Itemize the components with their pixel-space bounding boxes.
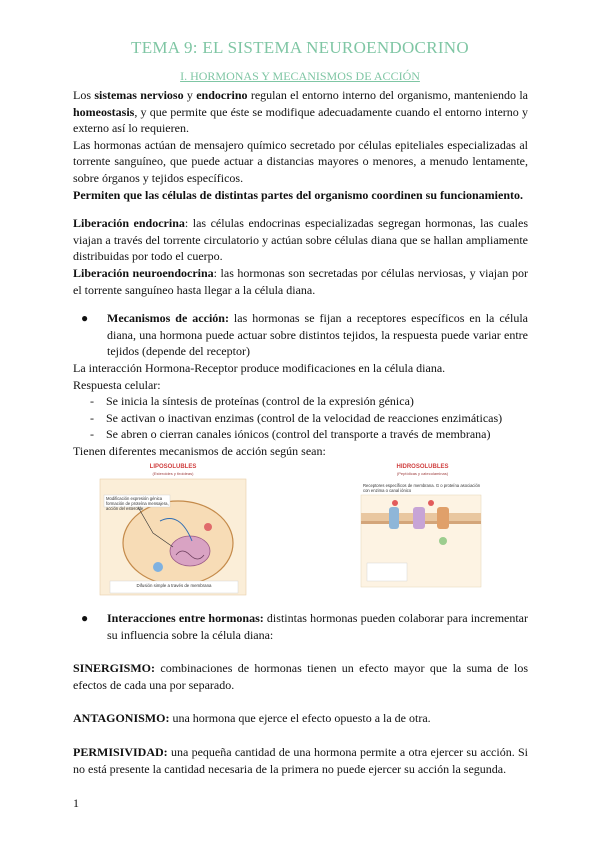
lower-text [73,610,528,777]
bullet-mechanisms: ● Mecanismos de acción: las hormonas se fijan a receptores específicos en la célula diana, una hormona puede actuar sobre distintos tejidos, la respuesta puede variar entre tejidos (depende del receptor) [73,310,528,360]
paragraph-synergism: SINERGISMO: combinaciones de hormonas tienen un efecto mayor que la suma de los efectos de cada una por separado. [73,661,528,692]
paragraph-endocrine-release: Liberación endocrina: las células endocrinas especializadas segregan hormonas, las cuales viajan a través del torrente circulatorio y actúan sobre células diana que se hallan ampliamente distribuidas por todo el cuerpo. [73,216,528,264]
figures-row [0,463,600,598]
dash-item: - Se inicia la síntesis de proteínas (control de la expresión génica) [90,394,414,409]
bullet-icon: ● [81,311,89,326]
hydrosoluble-title: HIDROSOLUBLES [396,464,449,470]
paragraph-interaction: La interacción Hormona-Receptor produce modificaciones en la célula diana. [73,360,446,375]
liposoluble-diagram: LIPOSOLUBLES (Esteroides y tiroideas) Modificación expresión génica formación de proteína mensajera, acción del esteroide Difusión simple a través de membrana [98,463,248,598]
upper-text [73,87,528,459]
dash-item: - Se activan o inactivan enzimas (control de la velocidad de reacciones enzimáticas) [90,410,503,425]
paragraph-mechanisms-types: Tienen diferentes mecanismos de acción según sean: [73,443,326,458]
bullet-interactions: ● Interacciones entre hormonas: distintas hormonas pueden colaborar para incrementar su influencia sobre la célula diana: [73,610,528,643]
paragraph-coordination: Permiten que las células de distintas partes del organismo coordinen su funcionamiento. [73,187,524,202]
section-heading: I. HORMONAS Y MECANISMOS DE ACCIÓN [180,69,420,83]
bullet-icon: ● [81,611,89,625]
paragraph-neuroendocrine-release: Liberación neuroendocrina: las hormonas son secretadas por células nerviosas, y viajan por el torrente sanguíneo hasta llegar a la célula diana. [73,265,528,297]
paragraph-intro: Los sistemas nervioso y endocrino regulan el entorno interno del organismo, manteniendo la homeostasis, y que permite que éste se modifique adecuadamente cuando el entorno interno y externo así lo requieren. [73,88,529,136]
page-number: 1 [73,796,79,810]
paragraph-antagonism: ANTAGONISMO: una hormona que ejerce el efecto opuesto a la de otra. [73,711,431,726]
page-title: TEMA 9: EL SISTEMA NEUROENDOCRINO [131,38,469,57]
liposoluble-title: LIPOSOLUBLES [149,464,197,470]
paragraph-hormones: Las hormonas actúan de mensajero químico secretado por células epiteliales especializadas al torrente sanguíneo, que puede actuar a distancias mayores o menores, a menudo lentamente, sobre órganos y tejidos específicos. [73,137,528,185]
paragraph-permissivity: PERMISIVIDAD: una pequeña cantidad de una hormona permite a otra ejercer su acción. Si no está presente la cantidad necesaria de la primera no puede ejercer su acción la segunda. [73,744,528,776]
paragraph-response: Respuesta celular: [73,377,161,392]
dash-item: - Se abren o cierran canales iónicos (control del transporte a través de membrana) [90,427,491,442]
hydrosoluble-diagram: HIDROSOLUBLES (Peptídicas y catecolaminas) Receptores específicos de membrana. G o proteína asociación con enzima o canal iónico [355,463,490,593]
